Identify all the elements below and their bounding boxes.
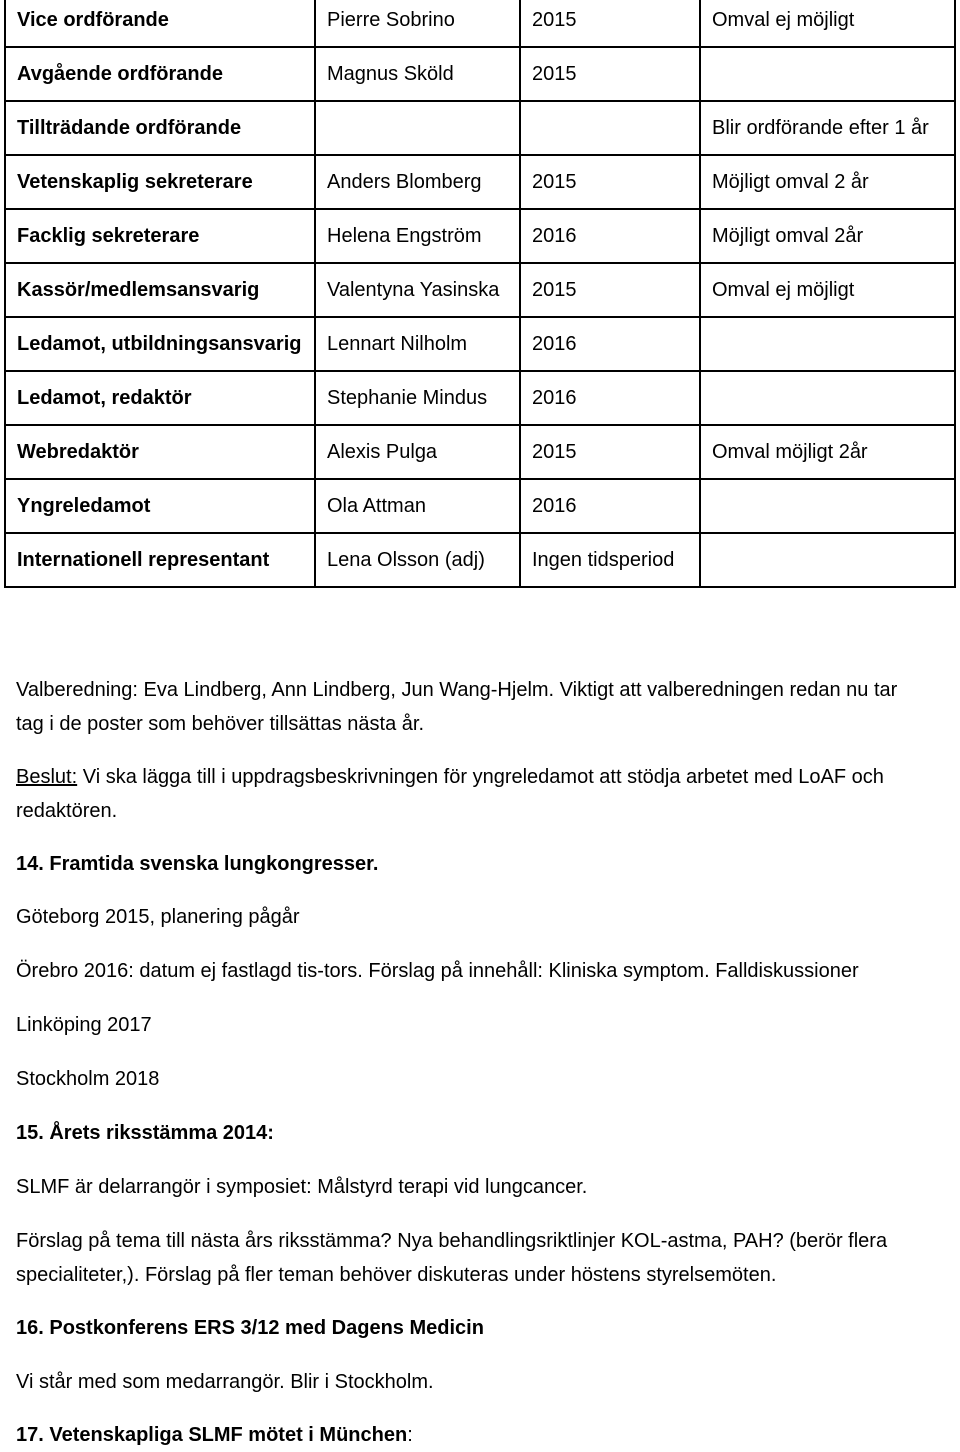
table-row bbox=[5, 479, 955, 533]
board-name-cell: Lennart Nilholm bbox=[315, 317, 520, 371]
board-name-cell: Lena Olsson (adj) bbox=[315, 533, 520, 587]
board-note-cell bbox=[700, 479, 955, 533]
section-14-heading: 14. Framtida svenska lungkongresser. bbox=[16, 853, 379, 875]
board-role-cell: Avgående ordförande bbox=[5, 47, 315, 101]
board-role-cell: Ledamot, utbildningsansvarig bbox=[5, 317, 315, 371]
beslut-line-1: Vi ska lägga till i uppdragsbeskrivningen för yngreledamot att stödja arbetet med LoAF och bbox=[77, 766, 884, 788]
section-17-heading bbox=[16, 1418, 956, 1452]
forslag-line-1: Förslag på tema till nästa års riksstämma? Nya behandlingsriktlinjer KOL-astma, PAH? (berör flera bbox=[16, 1230, 888, 1252]
board-note-cell: Omval ej möjligt bbox=[700, 263, 955, 317]
board-role-cell: Vetenskaplig sekreterare bbox=[5, 155, 315, 209]
table-row bbox=[5, 425, 955, 479]
valberedning-paragraph bbox=[16, 673, 956, 741]
board-note-cell: Möjligt omval 2år bbox=[700, 209, 955, 263]
board-members-table bbox=[4, 0, 956, 588]
board-year-cell: 2015 bbox=[520, 263, 700, 317]
board-year-cell: 2016 bbox=[520, 479, 700, 533]
board-note-cell bbox=[700, 47, 955, 101]
table-row bbox=[5, 371, 955, 425]
board-name-cell: Valentyna Yasinska bbox=[315, 263, 520, 317]
board-note-cell bbox=[700, 317, 955, 371]
beslut-paragraph bbox=[16, 760, 956, 828]
table-row bbox=[5, 0, 955, 47]
postkonferens-line: Vi står med som medarrangör. Blir i Stockholm. bbox=[16, 1371, 434, 1393]
board-note-cell: Omval möjligt 2år bbox=[700, 425, 955, 479]
linkoping-line: Linköping 2017 bbox=[16, 1014, 152, 1036]
board-role-cell: Ledamot, redaktör bbox=[5, 371, 315, 425]
board-note-cell: Möjligt omval 2 år bbox=[700, 155, 955, 209]
board-name-cell: Stephanie Mindus bbox=[315, 371, 520, 425]
board-role-cell: Yngreledamot bbox=[5, 479, 315, 533]
valberedning-line-2: tag i de poster som behöver tillsättas nästa år. bbox=[16, 713, 424, 735]
orebro-line: Örebro 2016: datum ej fastlagd tis-tors. Förslag på innehåll: Kliniska symptom. Falldiskussioner bbox=[16, 960, 859, 982]
board-name-cell: Helena Engström bbox=[315, 209, 520, 263]
board-role-cell: Internationell representant bbox=[5, 533, 315, 587]
board-year-cell bbox=[520, 101, 700, 155]
table-row bbox=[5, 263, 955, 317]
board-year-cell: 2016 bbox=[520, 371, 700, 425]
table-row bbox=[5, 533, 955, 587]
table-row bbox=[5, 209, 955, 263]
forslag-paragraph bbox=[16, 1224, 956, 1292]
board-year-cell: 2016 bbox=[520, 317, 700, 371]
table-row bbox=[5, 47, 955, 101]
valberedning-line-1: Valberedning: Eva Lindberg, Ann Lindberg, Jun Wang-Hjelm. Viktigt att valberedningen redan nu tar bbox=[16, 679, 898, 701]
table-row bbox=[5, 101, 955, 155]
board-name-cell: Pierre Sobrino bbox=[315, 0, 520, 47]
section-15-heading: 15. Årets riksstämma 2014: bbox=[16, 1122, 274, 1144]
board-note-cell: Omval ej möjligt bbox=[700, 0, 955, 47]
table-row bbox=[5, 155, 955, 209]
board-note-cell bbox=[700, 533, 955, 587]
section-17-heading-text: 17. Vetenskapliga SLMF mötet i München bbox=[16, 1424, 408, 1446]
board-year-cell: Ingen tidsperiod bbox=[520, 533, 700, 587]
goteborg-line: Göteborg 2015, planering pågår bbox=[16, 906, 300, 928]
section-17-heading-colon: : bbox=[407, 1424, 413, 1446]
forslag-line-2: specialiteter,). Förslag på fler teman behöver diskuteras under höstens styrelsemöten. bbox=[16, 1264, 777, 1286]
board-year-cell: 2015 bbox=[520, 425, 700, 479]
board-year-cell: 2015 bbox=[520, 47, 700, 101]
board-name-cell bbox=[315, 101, 520, 155]
board-year-cell: 2015 bbox=[520, 155, 700, 209]
board-role-cell: Vice ordförande bbox=[5, 0, 315, 47]
beslut-label: Beslut: bbox=[16, 766, 78, 788]
beslut-line-2: redaktören. bbox=[16, 800, 118, 822]
board-name-cell: Magnus Sköld bbox=[315, 47, 520, 101]
board-name-cell: Alexis Pulga bbox=[315, 425, 520, 479]
board-year-cell: 2015 bbox=[520, 0, 700, 47]
board-name-cell: Ola Attman bbox=[315, 479, 520, 533]
board-role-cell: Webredaktör bbox=[5, 425, 315, 479]
table-row bbox=[5, 317, 955, 371]
board-note-cell bbox=[700, 371, 955, 425]
stockholm-line: Stockholm 2018 bbox=[16, 1068, 160, 1090]
board-members-table-body bbox=[5, 0, 955, 587]
board-name-cell: Anders Blomberg bbox=[315, 155, 520, 209]
slmf-symposium-line: SLMF är delarrangör i symposiet: Målstyrd terapi vid lungcancer. bbox=[16, 1176, 588, 1198]
board-year-cell: 2016 bbox=[520, 209, 700, 263]
board-role-cell: Kassör/medlemsansvarig bbox=[5, 263, 315, 317]
section-16-heading: 16. Postkonferens ERS 3/12 med Dagens Medicin bbox=[16, 1317, 484, 1339]
board-note-cell: Blir ordförande efter 1 år bbox=[700, 101, 955, 155]
board-role-cell: Tillträdande ordförande bbox=[5, 101, 315, 155]
board-role-cell: Facklig sekreterare bbox=[5, 209, 315, 263]
